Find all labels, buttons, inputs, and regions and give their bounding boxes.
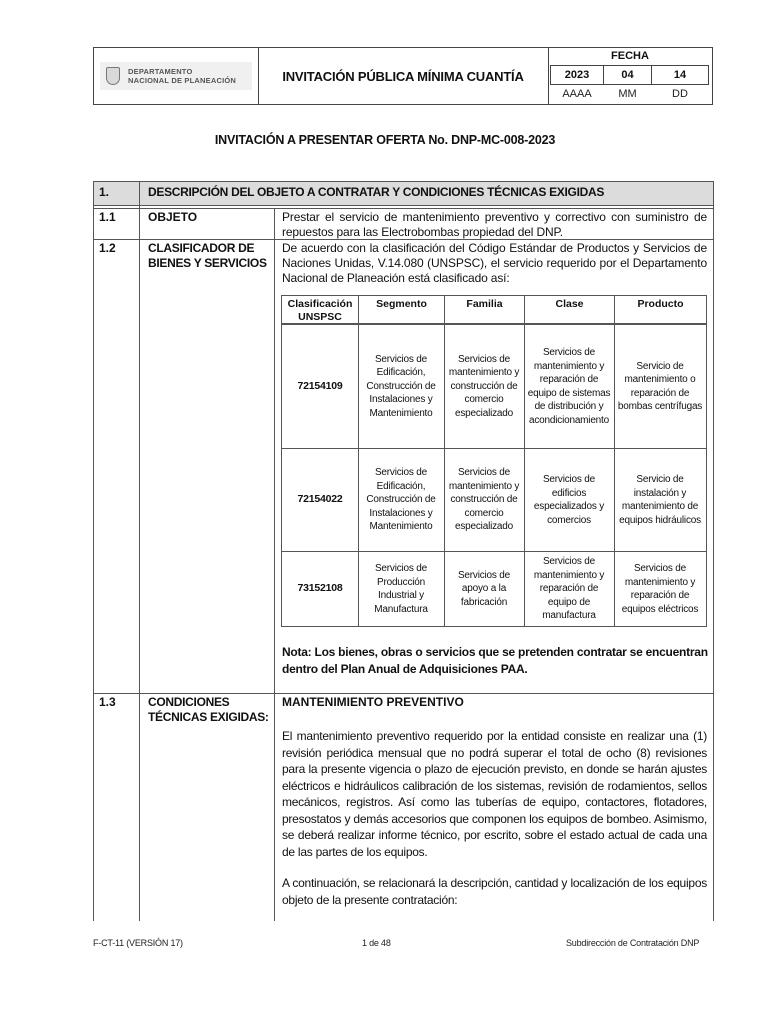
- date-cell: [548, 48, 712, 104]
- mantenimiento-subtitle: MANTENIMIENTO PREVENTIVO: [282, 695, 464, 709]
- header-title: INVITACIÓN PÚBLICA MÍNIMA CUANTÍA: [258, 48, 549, 104]
- col-header-clase: Clase: [555, 298, 584, 310]
- clase-cell: Servicios de edificios especializados y comercios: [533, 474, 605, 526]
- row-number-1-3: 1.3: [99, 695, 116, 709]
- clase-cell: Servicios de mantenimiento y reparación de equipo de sistemas de distribución y acondicionamiento: [527, 347, 611, 426]
- equipos-intro-paragraph: A continuación, se relacionará la descripción, cantidad y localización de los equipos objeto de la presente contratación:: [282, 876, 707, 907]
- logo-line-2: NACIONAL DE PLANEACIÓN: [128, 76, 237, 85]
- paa-note: Nota: Los bienes, obras o servicios que se pretenden contratar se encuentran dentro del Plan Anual de Adquisiciones PAA.: [282, 645, 708, 676]
- date-year: 2023: [550, 65, 604, 85]
- segmento-cell: Servicios de Producción Industrial y Manufactura: [374, 563, 428, 615]
- row-number-1-1: 1.1: [99, 210, 116, 224]
- clasificador-label-line2: BIENES Y SERVICIOS: [148, 256, 267, 270]
- date-month: 04: [603, 65, 652, 85]
- col-header-segmento: Segmento: [376, 298, 427, 310]
- content-table: [93, 181, 714, 921]
- fecha-label: FECHA: [611, 50, 649, 62]
- row-label-clasificador: [148, 241, 267, 271]
- row-number-1-2: 1.2: [99, 241, 116, 255]
- clasificador-label-line1: CLASIFICADOR DE: [148, 241, 255, 255]
- segmento-cell: Servicios de Edificación, Construcción de Instalaciones y Mantenimiento: [366, 353, 436, 419]
- clase-cell: Servicios de mantenimiento y reparación de equipo de manufactura: [533, 556, 605, 622]
- logo-line-1: DEPARTAMENTO: [128, 67, 193, 76]
- col-header-clasificacion: Clasificación UNSPSC: [287, 298, 353, 323]
- month-label: MM: [618, 88, 637, 100]
- clasificador-text: De acuerdo con la clasificación del Código Estándar de Productos y Servicios de Naciones Unidas, V.14.080 (UNSPSC), el servicio requerido por el Departamento Nacional de Planeación está clasificado así:: [282, 241, 707, 285]
- date-day: 14: [651, 65, 709, 85]
- condiciones-label-line1: CONDICIONES: [148, 695, 230, 709]
- mantenimiento-paragraph: El mantenimiento preventivo requerido por la entidad consiste en realizar una (1) revisión periódica mensual que no podrá superar el total de ocho (8) revisiones para la presente vigencia o plazo de ejecución previsto, en donde se harán ajustes eléctricos e hidráulicos calibración de los sistemas, revisión de rodamientos, sellos mecánicos, registros. Así como las tuberías de equipo, contactores, flotadores, presostatos y demás accesorios que componen los equipos de bombeo. Asimismo, se deberá realizar informe técnico, por escrito, sobre el estado actual de cada una de las partes de los equipos.: [282, 729, 707, 859]
- col-header-producto: Producto: [637, 298, 684, 310]
- dnp-logo: [100, 62, 252, 90]
- unspsc-code: 73152108: [297, 582, 343, 595]
- producto-cell: Servicios de mantenimiento y reparación de equipos eléctricos: [621, 563, 699, 615]
- unspsc-code: 72154109: [297, 379, 343, 392]
- section-number: 1.: [99, 185, 110, 199]
- producto-cell: Servicio de instalación y mantenimiento de equipos hidráulicos: [619, 474, 701, 526]
- unspsc-code: 72154022: [297, 493, 343, 506]
- row-label-objeto: OBJETO: [148, 210, 198, 224]
- col-header-familia: Familia: [466, 298, 503, 310]
- main-title: INVITACIÓN A PRESENTAR OFERTA No. DNP-MC-008-2023: [214, 133, 556, 147]
- objeto-text: Prestar el servicio de mantenimiento preventivo y correctivo con suministro de repuestos para las Electrobombas propiedad del DNP.: [282, 210, 707, 239]
- condiciones-label-line2: TÉCNICAS EXIGIDAS:: [148, 710, 269, 724]
- row-label-condiciones: [148, 695, 269, 725]
- logo-cell: [94, 48, 259, 104]
- familia-cell: Servicios de mantenimiento y construcción de comercio especializado: [448, 353, 520, 419]
- footer-form-code: F-CT-11 (VERSIÓN 17): [93, 938, 183, 948]
- footer-page-number: 1 de 48: [362, 938, 391, 948]
- segmento-cell: Servicios de Edificación, Construcción de Instalaciones y Mantenimiento: [366, 467, 436, 533]
- unspsc-table: [281, 295, 707, 627]
- day-label: DD: [672, 88, 688, 100]
- familia-cell: Servicios de mantenimiento y construcción de comercio especializado: [448, 467, 520, 533]
- coat-of-arms-icon: [106, 67, 120, 85]
- producto-cell: Servicio de mantenimiento o reparación de bombas centrífugas: [617, 360, 703, 412]
- footer-department: Subdirección de Contratación DNP: [566, 938, 700, 948]
- document-header: [93, 47, 713, 105]
- year-label: AAAA: [562, 88, 592, 100]
- section-title: DESCRIPCIÓN DEL OBJETO A CONTRATAR Y CONDICIONES TÉCNICAS EXIGIDAS: [148, 185, 605, 199]
- familia-cell: Servicios de apoyo a la fabricación: [457, 569, 511, 608]
